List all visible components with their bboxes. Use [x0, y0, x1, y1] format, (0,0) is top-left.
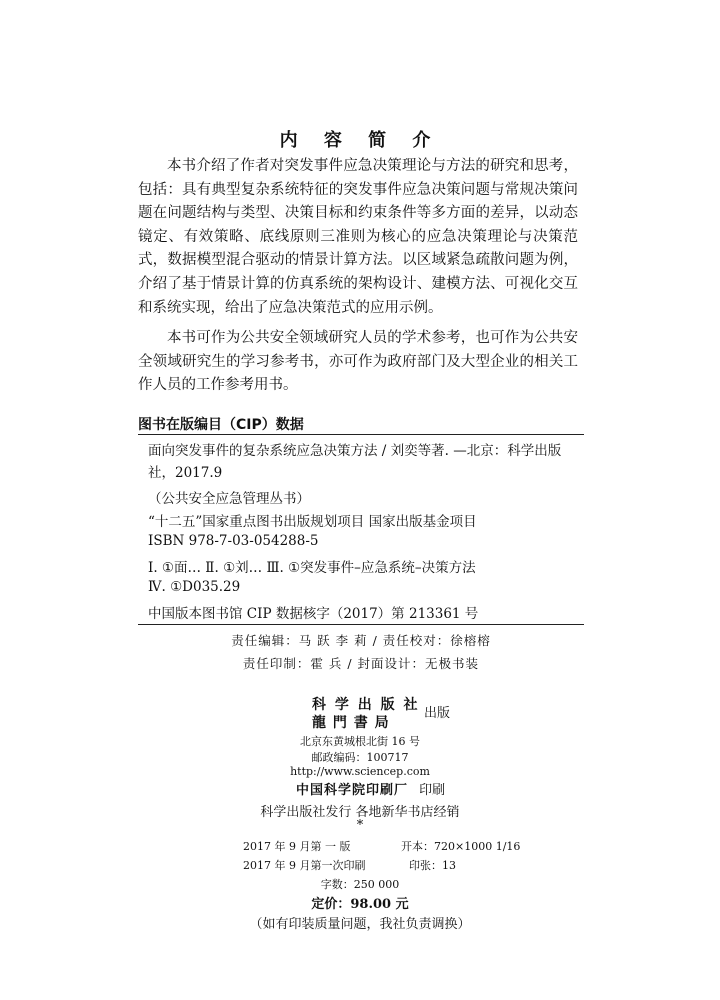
printing-line: 2017 年 9 月第一次印刷: [243, 859, 366, 872]
price-value: 98.00 元: [350, 897, 409, 912]
intro-paragraph-2: 本书可作为公共安全领域研究人员的学术参考，也可作为公共安全领域研究生的学习参考书，亦可作为政府部门及大型企业的相关工作人员的工作参考用书。: [138, 330, 578, 394]
publisher-address: 北京东黄城根北街 16 号: [300, 735, 420, 748]
page-title: 内 容 简 介: [279, 130, 441, 151]
sheets-line: 印张：13: [409, 859, 456, 872]
cip-series: （公共安全应急管理丛书）: [148, 491, 310, 507]
publisher-url: http://www.sciencep.com: [290, 765, 430, 778]
cip-title-line: [148, 440, 578, 484]
credits-line-2: 责任印制：霍 兵 / 封面设计：无极书装: [242, 656, 480, 671]
publisher-name-longmen: 龍 門 書 局: [312, 715, 390, 731]
price-line: [0, 893, 720, 912]
cip-bottom-rule: [138, 624, 584, 625]
printer-suffix: 印刷: [419, 783, 446, 798]
separator-star: *: [356, 818, 364, 833]
cip-top-rule: [138, 434, 584, 435]
distribution-line: 科学出版社发行 各地新华书店经销: [260, 805, 460, 820]
intro-paragraph-1: 本书介绍了作者对突发事件应急决策理论与方法的研究和思考，包括：具有典型复杂系统特征的突发事件应急决策问题与常规决策问题在问题结构与类型、决策目标和约束条件等多方面的差异，以动态镜定、有效策略、底线原则三准则为核心的应急决策理论与决策范式，数据模型混合驱动的情景计算方法。以区域紧急疏散问题为例，介绍了基于情景计算的仿真系统的架构设计、建模方法、可视化交互和系统实现，给出了应急决策范式的应用示例。: [138, 158, 578, 316]
publisher-name-science-press: 科 学 出 版 社: [312, 697, 420, 713]
cip-isbn: ISBN 978-7-03-054288-5: [148, 533, 319, 549]
publisher-postcode: 邮政编码：100717: [311, 751, 409, 764]
cip-title-text: 面向突发事件的复杂系统应急决策方法 / 刘奕等著. —北京：科学出版社，2017.9: [148, 443, 562, 481]
cip-project: “十二五”国家重点图书出版规划项目 国家出版基金项目: [148, 514, 477, 530]
cip-heading: 图书在版编目（CIP）数据: [138, 417, 304, 433]
credits-line-1: 责任编辑：马 跃 李 莉 / 责任校对：徐榕榕: [231, 633, 491, 648]
intro-section: [138, 155, 578, 398]
word-count: 字数：250 000: [320, 878, 400, 891]
format-line: 开本：720×1000 1/16: [401, 840, 521, 853]
price-label: 定价：: [311, 897, 351, 912]
publisher-suffix: 出版: [424, 706, 451, 721]
quality-notice: （如有印装质量问题，我社负责调换）: [249, 917, 471, 932]
cip-classification-2: Ⅳ. ①D035.29: [148, 579, 241, 595]
edition-line: 2017 年 9 月第 一 版: [243, 840, 351, 853]
cip-record-number: 中国版本图书馆 CIP 数据核字（2017）第 213361 号: [148, 606, 479, 622]
printer-name: 中国科学院印刷厂: [296, 783, 409, 798]
cip-classification-1: Ⅰ. ①面… Ⅱ. ①刘… Ⅲ. ①突发事件–应急系统–决策方法: [148, 560, 476, 576]
printer-line: [296, 779, 445, 798]
